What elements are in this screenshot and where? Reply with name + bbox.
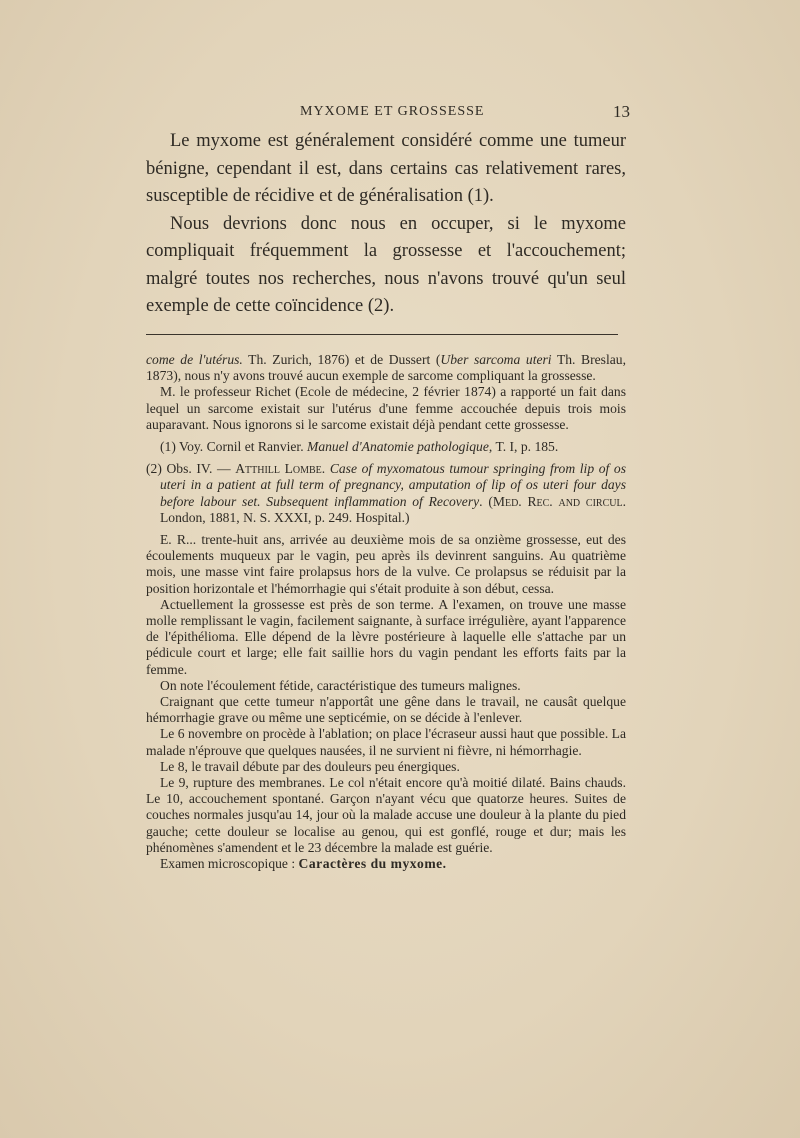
footnote-1: (1) Voy. Cornil et Ranvier. Manuel d'Anatomie pathologique, T. I, p. 185. bbox=[160, 439, 559, 455]
italic-text: come de l'utérus. bbox=[146, 352, 243, 367]
footnote-continuation: come de l'utérus. Th. Zurich, 1876) et de Dussert (Uber sarcoma uteri Th. Breslau, 1873), nous n'y avons trouvé aucun exemple de sarcome compliquant la grossesse. bbox=[146, 352, 626, 384]
author-name: Atthill Lombe bbox=[235, 461, 322, 477]
bold-text: Caractères du myxome. bbox=[298, 856, 447, 872]
journal-name: Med. Rec. and circul bbox=[492, 493, 623, 509]
observation-paragraph: Le 9, rupture des membranes. Le col n'était encore qu'à moitié dilaté. Bains chauds. Le 10, accouchement spontané. Garçon n'ayant vécu que quatorze heures. Suites de couches normales jusqu'au 14, jour où la malade accuse une douleur à la plante du pied gauche; cette douleur se localise au genou, qui est gonflé, rouge et dur; mais les phénomènes s'amendent et le 23 décembre la malade est guérie. bbox=[146, 775, 626, 855]
page-number: 13 bbox=[613, 102, 630, 121]
footnote-rule bbox=[146, 334, 618, 335]
observation-paragraph: Le 6 novembre on procède à l'ablation; on place l'écraseur aussi haut que possible. La malade n'éprouve que quelques nausées, il ne survient ni fièvre, ni hémorrhagie. bbox=[146, 726, 626, 758]
observation-paragraph: Examen microscopique : Caractères du myxome. bbox=[160, 856, 447, 872]
running-head bbox=[140, 104, 630, 126]
observation-paragraph: E. R... trente-huit ans, arrivée au deuxième mois de sa onzième grossesse, eut des écoulements muqueux par le vagin, peu après ils devinrent sanguins. Au quatrième mois, une masse vint faire prolapsus hors de la vulve. Ce prolapsus se réduisit par la position horizontale et l'hémorrhagie qui s'était produite à son début, cessa. bbox=[146, 532, 626, 596]
observation-paragraph: On note l'écoulement fétide, caractéristique des tumeurs malignes. bbox=[160, 677, 521, 693]
italic-text: Uber sarcoma uteri bbox=[440, 352, 552, 367]
footnote-2: (2) Obs. IV. — Atthill Lombe. Case of myxomatous tumour springing from lip of os uteri in a patient at full term of pregnancy, amputation of lip of os uteri four days before labour set. Subsequent inflammation of Recovery. (Med. Rec. and circul. London, 1881, N. S. XXXI, p. 249. Hospital.) bbox=[146, 461, 626, 525]
observation-paragraph: Le 8, le travail débute par des douleurs peu énergiques. bbox=[160, 758, 460, 774]
paragraph: Nous devrions donc nous en occuper, si le myxome compliquait fréquemment la grossesse et l'accouchement; malgré toutes nos recherches, nous n'avons trouvé qu'un seul exemple de cette coïncidence (2). bbox=[146, 213, 626, 316]
main-text bbox=[146, 128, 626, 321]
footnotes bbox=[146, 352, 626, 872]
running-title: MYXOME ET GROSSESSE bbox=[300, 104, 485, 119]
paragraph: Le myxome est généralement considéré comme une tumeur bénigne, cependant il est, dans certains cas relativement rares, susceptible de récidive et de généralisation (1). bbox=[146, 131, 626, 206]
italic-text: Case of myxomatous tumour springing from lip of os uteri in a patient at full term of pregnancy, amputation of lip of os uteri four days before labour set. Subsequent inflammation of Recovery bbox=[160, 461, 626, 509]
footnote-paragraph: M. le professeur Richet (Ecole de médecine, 2 février 1874) a rapporté un fait dans lequel un sarcome existait sur l'utérus d'une femme accouchée depuis trois mois auparavant. Nous ignorons si le sarcome existait déjà pendant cette grossesse. bbox=[146, 384, 626, 432]
observation-paragraph: Actuellement la grossesse est près de son terme. A l'examen, on trouve une masse molle remplissant le vagin, facilement saignante, à surface irrégulière, ayant l'apparence de l'épithélioma. Elle dépend de la lèvre postérieure à laquelle elle s'attache par un pédicule court et large; elle fait saillie hors du vagin pendant les efforts faits par la femme. bbox=[146, 596, 626, 677]
italic-text: Manuel d'Anatomie pathologique bbox=[307, 439, 489, 455]
observation-paragraph: Craignant que cette tumeur n'apportât une gêne dans le travail, ne causât quelque hémorrhagie grave ou même une septicémie, on se décide à l'enlever. bbox=[146, 694, 626, 726]
